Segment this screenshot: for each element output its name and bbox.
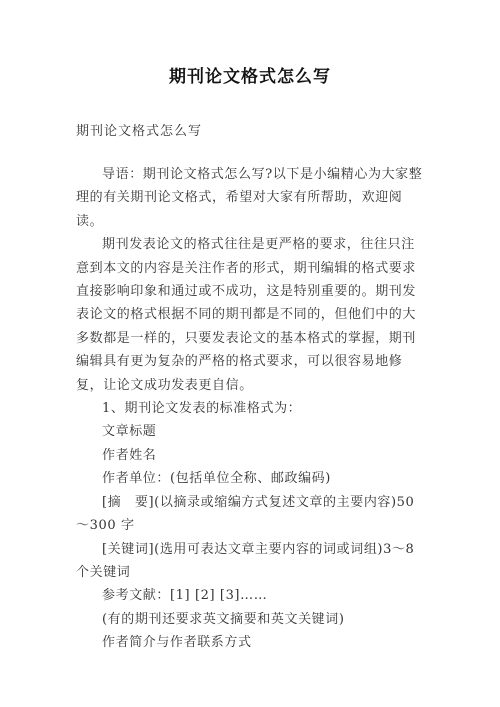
format-item-references: 参考文献：[1] [2] [3]…… — [102, 588, 268, 604]
format-item-abstract: [摘 要](以摘录或缩编方式复述文章的主要内容)50～300 字 — [76, 494, 415, 534]
intro-paragraph: 导语：期刊论文格式怎么写?以下是小编精心为大家整理的有关期刊论文格式，希望对大家有所帮助，欢迎阅读。 — [76, 167, 423, 229]
format-item-title: 文章标题 — [102, 424, 157, 440]
document-body — [76, 163, 428, 655]
format-item-english: (有的期刊还要求英文摘要和英文关键词) — [102, 611, 345, 627]
document-title: 期刊论文格式怎么写 — [169, 67, 331, 87]
format-item-keywords: [关键词](选用可表达文章主要内容的词或词组)3～8 个关键词 — [76, 541, 415, 580]
document-subtitle: 期刊论文格式怎么写 — [76, 124, 203, 139]
format-item-unit: 作者单位：(包括单位全称、邮政编码) — [102, 471, 331, 487]
format-item-author: 作者姓名 — [102, 447, 157, 463]
body-paragraph: 期刊发表论文的格式往往是更严格的要求，往往只注意到本文的内容是关注作者的形式，期刊编辑的格式要求直接影响印象和通过或不成功，这是特别重要的。期刊发表论文的格式根据不同的期刊都是不同的，但他们中的大多数都是一样的，只要发表论文的基本格式的掌握，期刊编辑具有更为复杂的严格的格式要求，可以很容易地修复，让论文成功发表更自信。 — [76, 237, 417, 393]
section-heading: 1、期刊论文发表的标准格式为： — [102, 401, 302, 417]
format-item-bio: 作者简介与作者联系方式 — [102, 635, 252, 651]
